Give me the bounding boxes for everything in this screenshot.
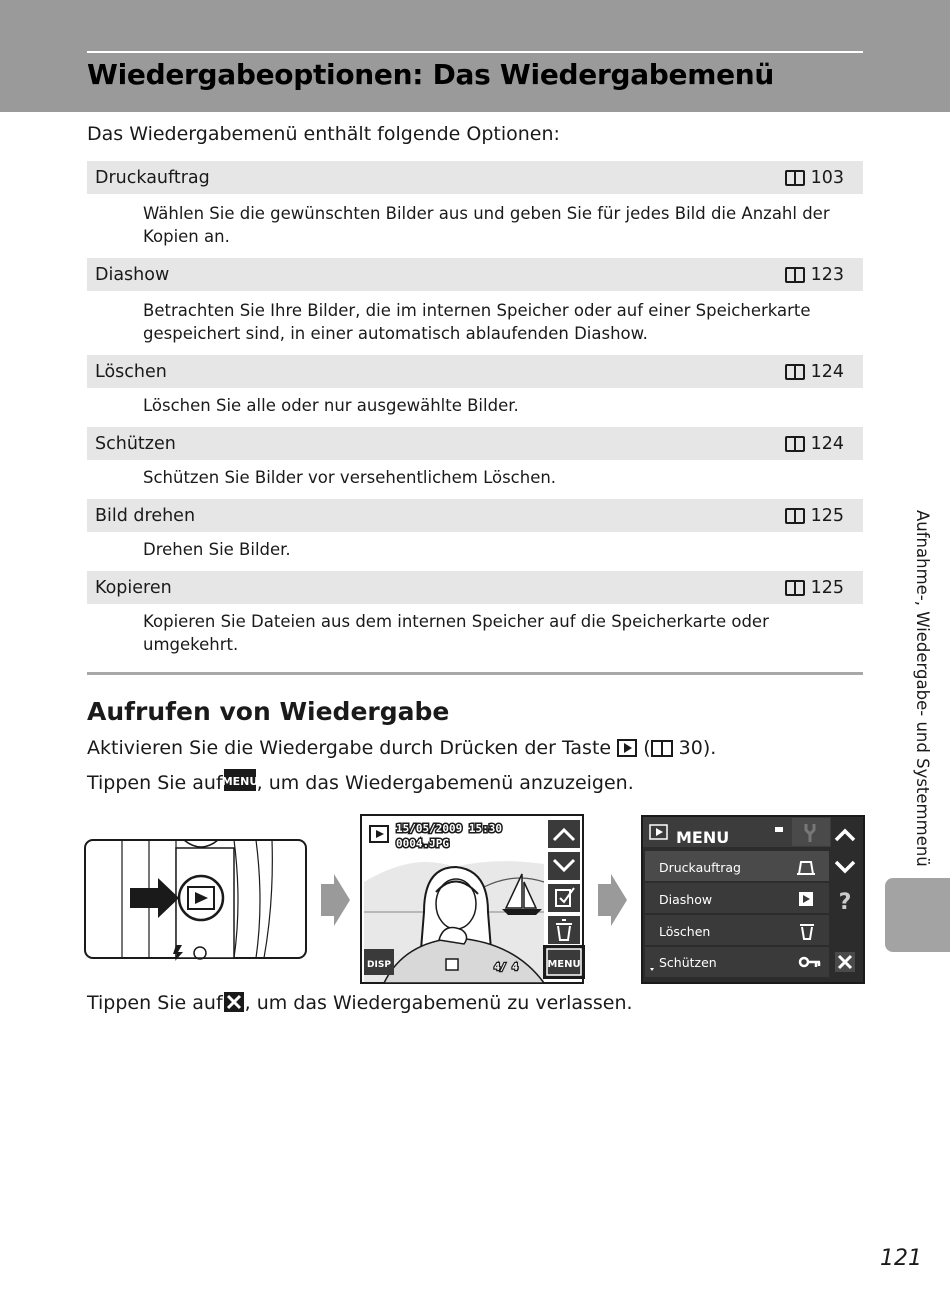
scroll-up-button[interactable]	[548, 820, 580, 848]
screen-filename: 0004.JPG	[396, 837, 449, 850]
option-description: Löschen Sie alle oder nur ausgewählte Bilder.	[143, 396, 519, 415]
option-name: Druckauftrag	[95, 167, 210, 188]
instruction-text: (	[643, 737, 651, 759]
section-rule	[87, 672, 863, 675]
book-icon	[785, 267, 805, 283]
chapter-tab	[885, 878, 950, 952]
menu-button-icon	[223, 768, 257, 797]
menu-item-label: Löschen	[659, 924, 711, 939]
menu-item-druckauftrag[interactable]	[645, 851, 829, 881]
illustration-row	[84, 812, 866, 986]
option-description: Drehen Sie Bilder.	[143, 540, 291, 559]
instruction-line-2	[87, 768, 634, 797]
option-description: Schützen Sie Bilder vor versehentlichem Löschen.	[143, 468, 557, 487]
instruction-line-1	[87, 737, 716, 762]
option-row-kopieren	[87, 571, 863, 604]
option-name: Schützen	[95, 433, 176, 454]
book-icon	[651, 740, 673, 762]
option-description: Wählen Sie die gewünschten Bilder aus und geben Sie für jedes Bild die Anzahl der Kopien an.	[143, 204, 830, 246]
play-button-icon	[617, 739, 637, 762]
edit-button[interactable]	[548, 884, 580, 912]
header-band	[0, 0, 950, 112]
close-icon	[223, 992, 245, 1017]
page-title: Wiedergabeoptionen: Das Wiedergabemenü	[87, 58, 775, 91]
page-ref-number: 125	[810, 577, 844, 598]
option-row-bild-drehen	[87, 499, 863, 532]
page-reference	[785, 168, 844, 188]
option-name: Diashow	[95, 264, 170, 285]
instruction-text: Tippen Sie auf	[87, 772, 223, 794]
option-row-druckauftrag	[87, 161, 863, 194]
book-icon	[785, 508, 805, 524]
svg-text:MENU: MENU	[222, 775, 257, 788]
intro-text: Das Wiedergabemenü enthält folgende Optionen:	[87, 123, 560, 145]
menu-item-label: Diashow	[659, 892, 713, 907]
menu-item-label: Schützen	[659, 955, 717, 970]
options-table	[87, 161, 863, 666]
step-arrow-icon	[598, 874, 627, 926]
help-icon[interactable]: ?	[838, 890, 852, 915]
header-rule	[87, 51, 863, 53]
section-title: Aufrufen von Wiedergabe	[87, 697, 450, 726]
disp-label: DISP	[367, 960, 391, 970]
scroll-down-button[interactable]	[548, 852, 580, 880]
image-counter: 4/ 4	[494, 962, 519, 973]
option-row-schuetzen	[87, 427, 863, 460]
option-name: Löschen	[95, 361, 167, 382]
sidebar-chapter-label: Aufnahme-, Wiedergabe- und Systemmenü	[913, 510, 932, 867]
page-ref-number: 123	[810, 264, 844, 285]
page-reference	[785, 265, 844, 285]
playback-screen	[361, 815, 584, 983]
page-reference	[785, 578, 844, 598]
playback-menu-screen	[642, 816, 864, 983]
page-ref-number: 125	[810, 505, 844, 526]
camera-illustration	[85, 840, 306, 961]
option-name: Kopieren	[95, 577, 172, 598]
page-ref-number: 103	[810, 167, 844, 188]
menu-item-loeschen[interactable]	[645, 915, 829, 945]
menu-title: MENU	[676, 828, 730, 847]
instruction-text: , um das Wiedergabemenü zu verlassen.	[244, 992, 633, 1014]
battery-icon	[775, 827, 783, 832]
menu-item-diashow[interactable]	[645, 883, 829, 913]
page-ref-number: 124	[810, 433, 844, 454]
page-ref-number: 124	[810, 361, 844, 382]
instruction-line-3	[87, 992, 633, 1017]
screen-datetime: 15/05/2009 15:30	[396, 822, 502, 835]
option-name: Bild drehen	[95, 505, 196, 526]
instruction-text: 30).	[678, 737, 717, 759]
option-row-loeschen	[87, 355, 863, 388]
book-icon	[785, 170, 805, 186]
book-icon	[785, 436, 805, 452]
page-reference	[785, 362, 844, 382]
book-icon	[785, 580, 805, 596]
option-description: Kopieren Sie Dateien aus dem internen Speicher auf die Speicherkarte oder umgekehrt.	[143, 612, 769, 654]
option-description: Betrachten Sie Ihre Bilder, die im internen Speicher oder auf einer Speicherkarte gespeichert sind, in einer automatisch ablaufenden Diashow.	[143, 301, 811, 343]
memory-icon	[446, 959, 458, 970]
instruction-text: Aktivieren Sie die Wiedergabe durch Drücken der Taste	[87, 737, 612, 759]
page-reference	[785, 506, 844, 526]
option-row-diashow	[87, 258, 863, 291]
book-icon	[785, 364, 805, 380]
page-reference	[785, 434, 844, 454]
instruction-text: , um das Wiedergabemenü anzuzeigen.	[256, 772, 634, 794]
menu-item-schuetzen[interactable]	[645, 947, 829, 977]
instruction-text: Tippen Sie auf	[87, 992, 223, 1014]
menu-button-label: MENU	[547, 959, 581, 970]
step-arrow-icon	[321, 874, 350, 926]
menu-item-label: Druckauftrag	[659, 860, 741, 875]
page-number: 121	[880, 1246, 922, 1271]
